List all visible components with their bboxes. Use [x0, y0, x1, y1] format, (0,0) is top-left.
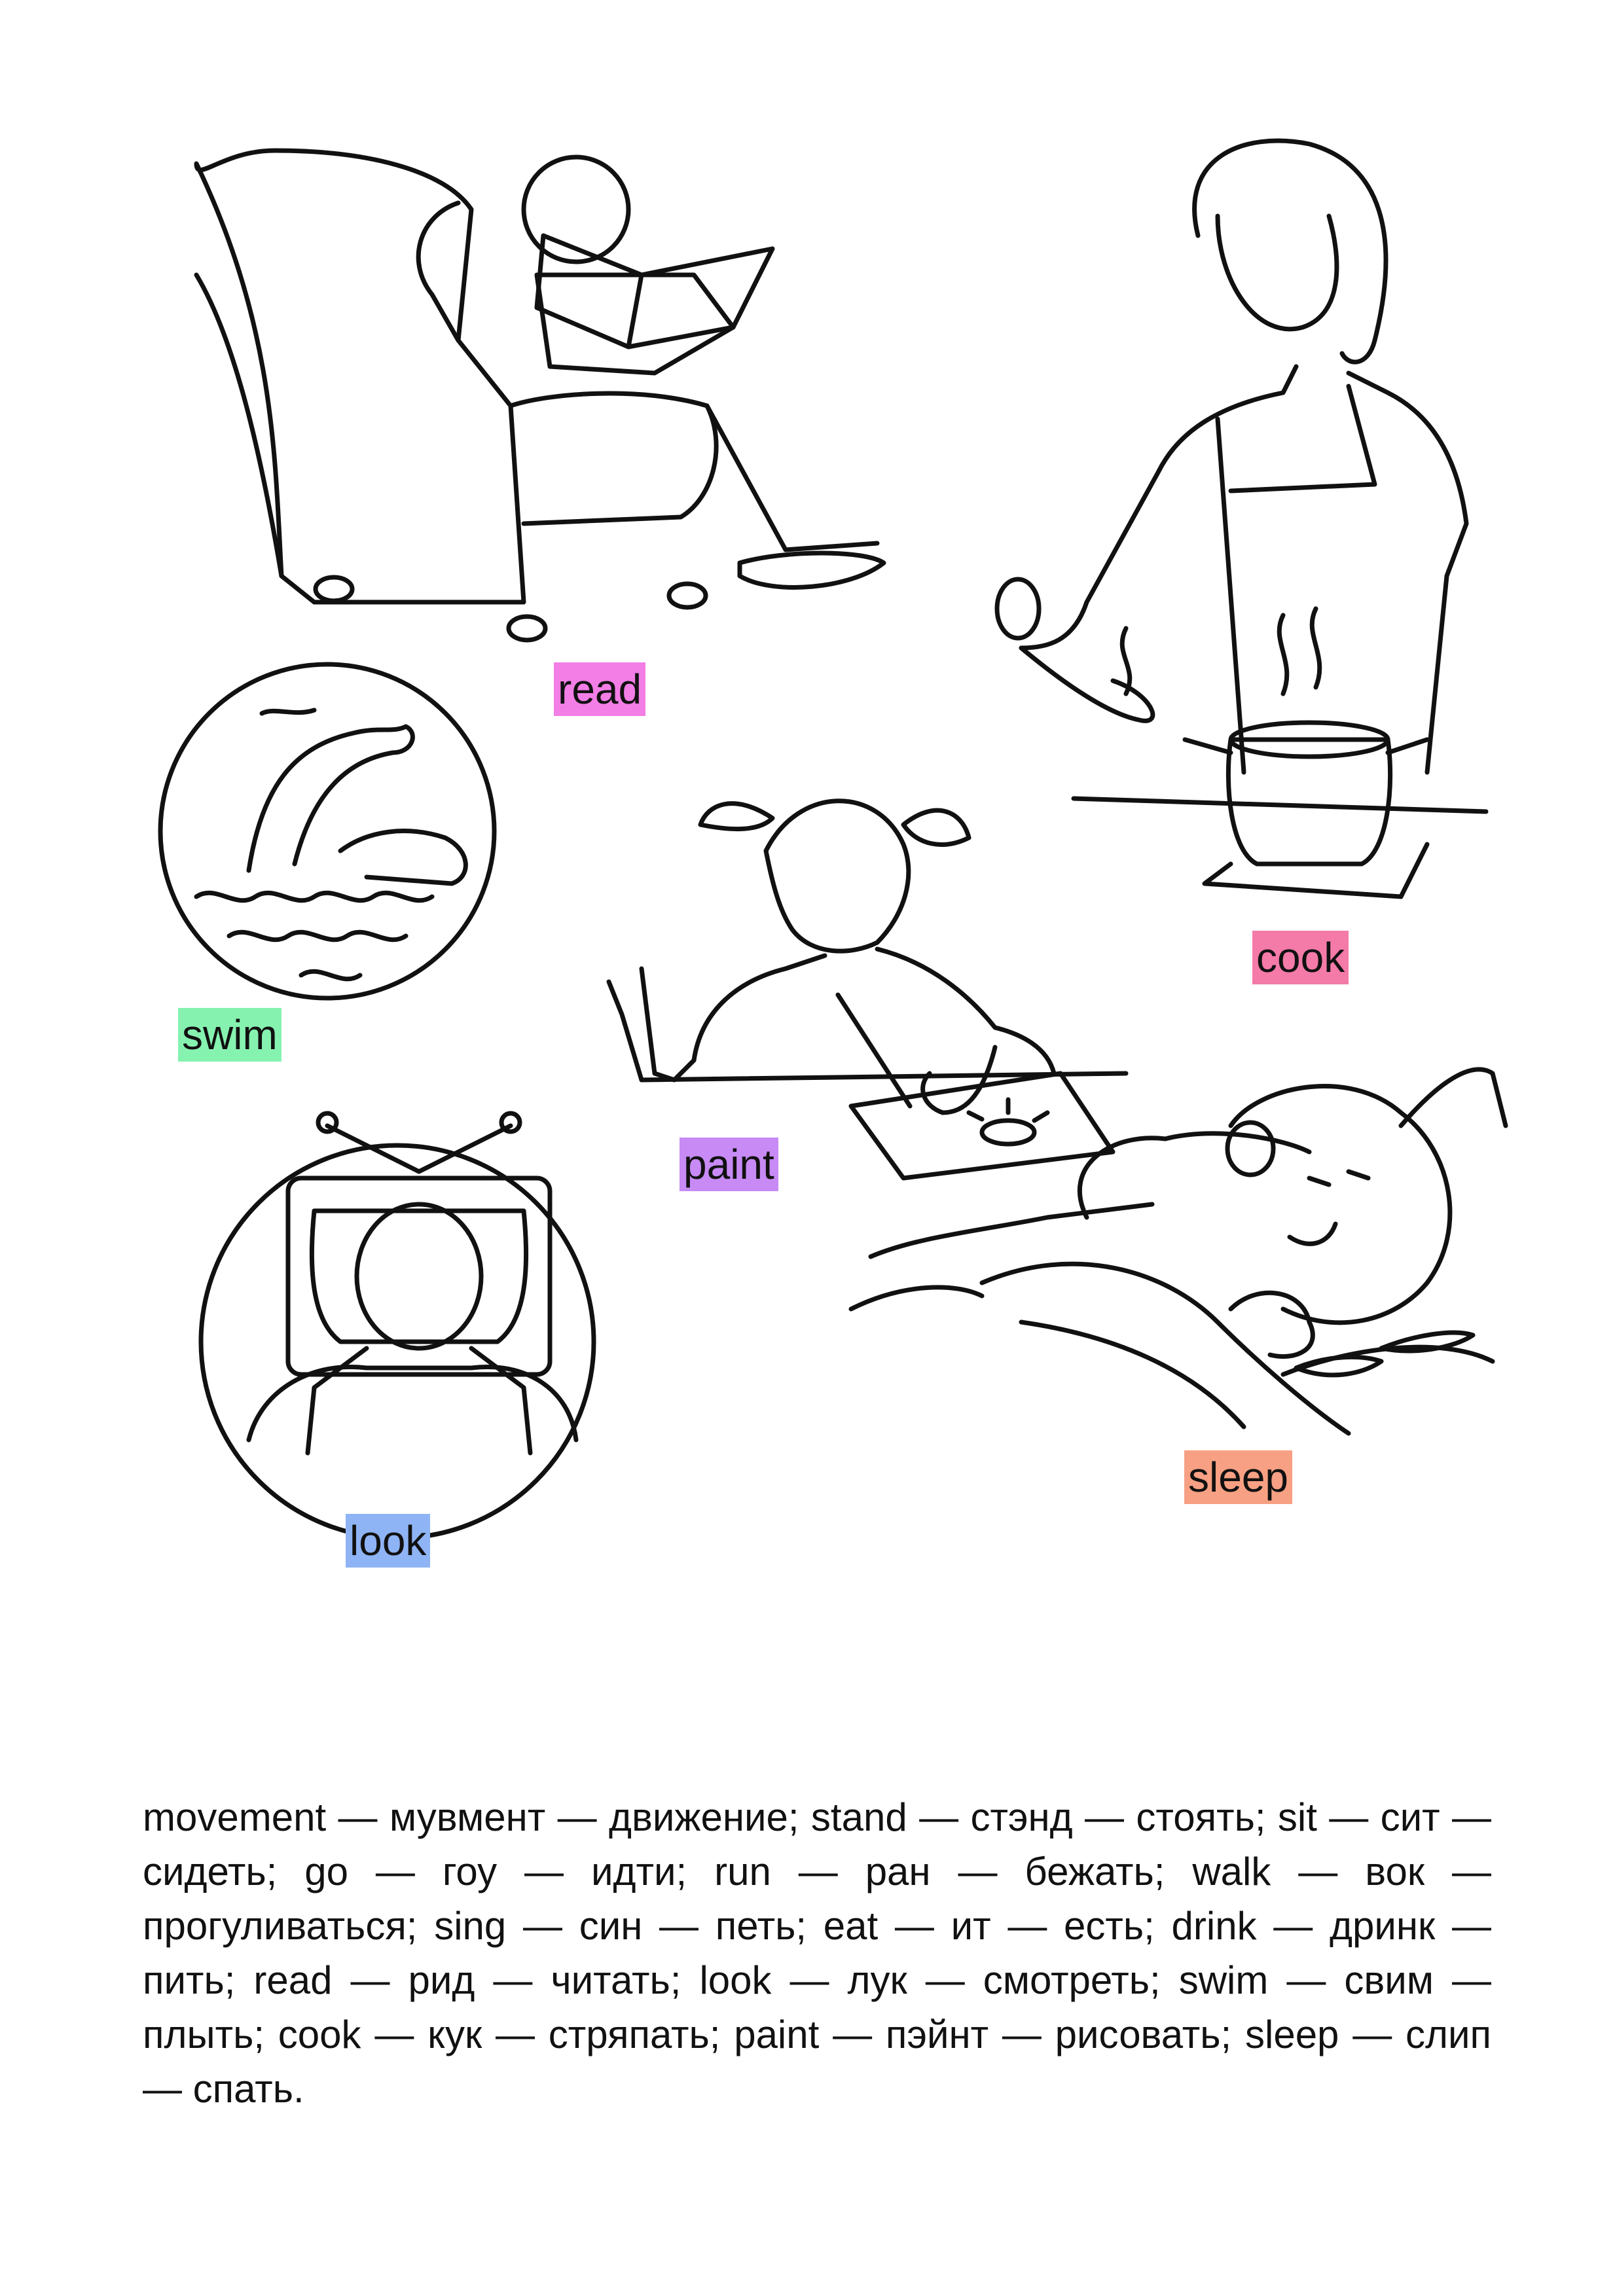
word-label-cook: cook: [1252, 931, 1349, 984]
word-label-swim: swim: [178, 1008, 281, 1062]
vocabulary-paragraph: movement — мувмент — движение; stand — стэнд — стоять; sit — сит — сидеть; go — гоу — идти; run — ран — бежать; walk — вок — прогуливаться; sing — син — петь; eat — ит — есть; drink — дринк — пить; read — рид — читать; look — лук — смотреть; swim — свим — плыть; cook — кук — стряпать; paint — пэйнт — рисовать; sleep — слип — спать.: [143, 1795, 1491, 2111]
girl-painting-illustration: [609, 801, 1126, 1178]
woman-cooking-illustration: [997, 141, 1486, 897]
man-reading-in-armchair-illustration: [196, 151, 884, 640]
boy-sleeping-in-bed-illustration: [851, 1069, 1506, 1433]
word-label-sleep: sleep: [1184, 1450, 1292, 1504]
word-label-paint: paint: [680, 1138, 778, 1191]
child-watching-tv-in-circle-illustration: [201, 1113, 594, 1538]
word-label-look: look: [346, 1514, 430, 1568]
word-label-read: read: [554, 662, 645, 716]
swimmer-in-circle-illustration: [160, 664, 494, 998]
